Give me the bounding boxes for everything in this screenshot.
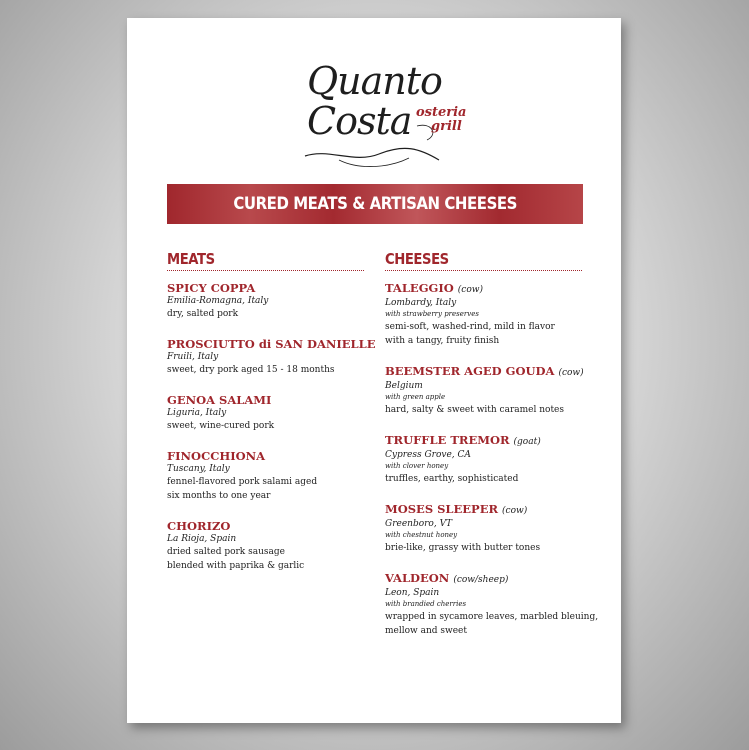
cheeses-heading: CHEESES	[385, 250, 449, 268]
cheese-description: wrapped in sycamore leaves, marbled bleuing,	[385, 612, 599, 622]
meats-divider	[167, 270, 364, 271]
cheese-pairing: with chestnut honey	[385, 531, 458, 539]
meats-heading: MEATS	[167, 250, 215, 268]
logo-word-grill: grill	[431, 119, 462, 134]
cheese-description: hard, salty & sweet with caramel notes	[385, 405, 565, 415]
meat-name: SPICY COPPA	[167, 281, 256, 295]
cheese-name: TRUFFLE TREMOR	[385, 433, 510, 447]
cheese-name-line	[385, 502, 585, 518]
cheese-milk: (cow)	[457, 285, 483, 295]
meat-name: CHORIZO	[167, 519, 231, 533]
meat-description: sweet, wine-cured pork	[167, 421, 275, 431]
meat-description: fennel-flavored pork salami aged	[167, 477, 318, 487]
cheese-pairing: with brandied cherries	[385, 600, 467, 608]
meat-origin: Liguria, Italy	[167, 408, 227, 418]
meat-item	[167, 281, 367, 321]
cheeses-divider	[385, 270, 582, 271]
cheese-name-line	[385, 433, 585, 449]
meat-name: FINOCCHIONA	[167, 449, 266, 463]
cheese-pairing: with green apple	[385, 393, 446, 401]
cheese-description: with a tangy, fruity finish	[385, 336, 500, 346]
cheese-item	[385, 433, 585, 486]
meat-origin: Emilia-Romagna, Italy	[167, 296, 269, 306]
meat-description: dry, salted pork	[167, 309, 239, 319]
meat-description: sweet, dry pork aged 15 - 18 months	[167, 365, 335, 375]
cheese-origin: Lombardy, Italy	[385, 298, 457, 308]
cheese-origin: Greenboro, VT	[385, 519, 453, 529]
cheese-origin: Leon, Spain	[385, 588, 440, 598]
cheese-item	[385, 281, 585, 348]
meat-item	[167, 337, 376, 377]
cheese-name: BEEMSTER AGED GOUDA	[385, 364, 555, 378]
meats-column	[167, 250, 376, 589]
meat-origin: Tuscany, Italy	[167, 464, 230, 474]
restaurant-logo	[299, 56, 467, 176]
cheese-milk: (cow)	[502, 506, 528, 516]
cheeses-column	[385, 250, 599, 654]
cheese-milk: (cow/sheep)	[453, 575, 509, 585]
meat-item	[167, 519, 367, 573]
cheese-pairing: with strawberry preserves	[385, 310, 479, 318]
cheese-item	[385, 364, 585, 417]
meat-origin: Fruili, Italy	[167, 352, 219, 362]
cheese-milk: (goat)	[513, 437, 541, 447]
section-banner	[167, 184, 583, 224]
cheese-name: MOSES SLEEPER	[385, 502, 499, 516]
logo-word-osteria: osteria	[416, 105, 467, 120]
cheese-description: semi-soft, washed-rind, mild in flavor	[385, 322, 555, 332]
cheese-pairing: with clover honey	[385, 462, 449, 470]
meat-description: six months to one year	[167, 491, 271, 501]
menu-page	[127, 18, 621, 723]
meat-item	[167, 449, 367, 503]
cheese-origin: Belgium	[385, 381, 423, 391]
banner-title: CURED MEATS & ARTISAN CHEESES	[233, 194, 517, 214]
cheese-item	[385, 571, 599, 638]
cheese-name-line	[385, 571, 585, 587]
cheese-description: mellow and sweet	[385, 626, 467, 636]
cheese-item	[385, 502, 585, 555]
meat-description: dried salted pork sausage	[167, 547, 285, 557]
logo-word-quanto: Quanto	[307, 59, 442, 103]
meat-description: blended with paprika & garlic	[167, 561, 305, 571]
cheese-description: brie-like, grassy with butter tones	[385, 543, 541, 553]
meat-name: GENOA SALAMI	[167, 393, 272, 407]
cheese-name-line	[385, 364, 585, 380]
meat-origin: La Rioja, Spain	[167, 534, 237, 544]
cheese-name-line	[385, 281, 585, 297]
cheese-milk: (cow)	[558, 368, 584, 378]
meat-item	[167, 393, 367, 433]
cheese-name: VALDEON	[385, 571, 450, 585]
cheese-description: truffles, earthy, sophisticated	[385, 474, 519, 484]
logo-word-costa: Costa	[307, 99, 412, 143]
meat-name: PROSCIUTTO di SAN DANIELLE	[167, 337, 376, 351]
cheese-origin: Cypress Grove, CA	[385, 450, 471, 460]
cheese-name: TALEGGIO	[385, 281, 454, 295]
